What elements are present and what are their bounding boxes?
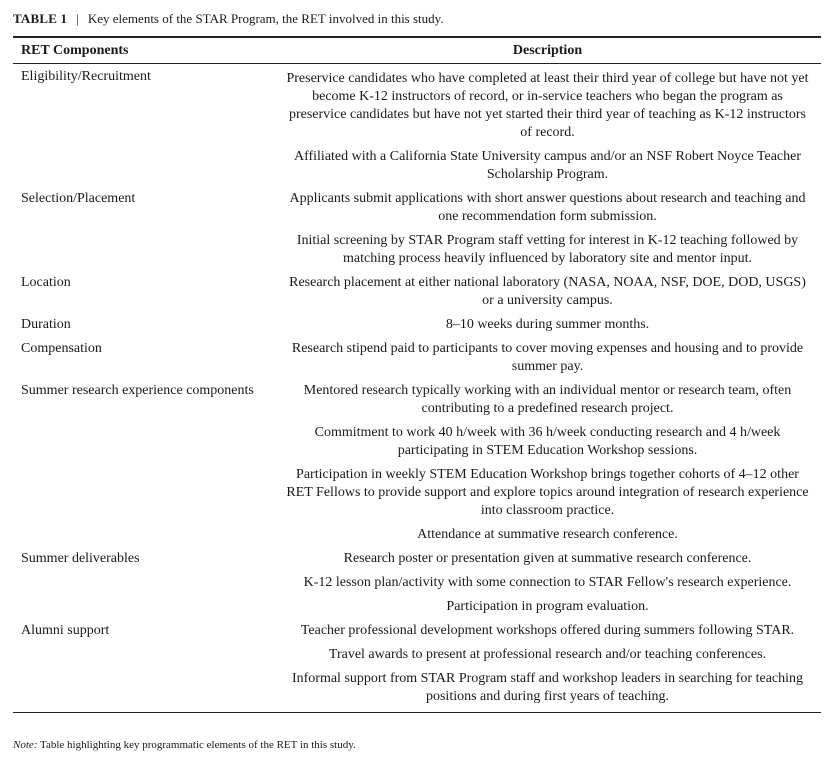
description-item: 8–10 weeks during summer months. [445,317,650,332]
description-cell [274,314,821,338]
component-cell: Selection/Placement [21,191,136,206]
header-description: Description [274,37,821,64]
component-cell: Summer deliverables [21,551,140,566]
table-number: TABLE 1 [13,11,68,26]
description-item: Attendance at summative research conference. [417,527,678,542]
description-item: Research stipend paid to participants to cover moving expenses and housing and to provide summer pay. [291,341,804,374]
note-text: Table highlighting key programmatic elements of the RET in this study. [40,739,356,751]
component-cell: Compensation [21,341,102,356]
description-item: Applicants submit applications with short answer questions about research and teaching and one recommendation form submission. [289,191,806,224]
component-cell: Eligibility/Recruitment [21,69,151,84]
description-cell [274,620,821,713]
description-item: Participation in program evaluation. [446,599,649,614]
description-cell [274,272,821,314]
description-item: Research placement at either national laboratory (NASA, NOAA, NSF, DOE, DOD, USGS) or a university campus. [289,275,806,308]
table-caption [13,11,444,27]
table-row [13,338,821,380]
description-cell [274,548,821,620]
description-item: Initial screening by STAR Program staff vetting for interest in K-12 teaching followed by matching process heavily influenced by laboratory site and mentor input. [296,233,799,266]
component-cell: Alumni support [13,620,274,713]
description-item: Travel awards to present at professional research and/or teaching conferences. [328,647,767,662]
description-cell [274,188,821,272]
description-item: Teacher professional development workshops offered during summers following STAR. [300,623,795,638]
description-item: Research poster or presentation given at summative research conference. [343,551,752,566]
component-cell: Summer research experience components [21,383,254,398]
table-row [13,272,821,314]
description-cell [274,64,821,189]
table-row [13,64,821,189]
header-components: RET Components [13,37,274,64]
caption-separator: | [76,11,79,26]
table-row [13,314,821,338]
description-item: Commitment to work 40 h/week with 36 h/week conducting research and 4 h/week participating in STEM Education Workshop sessions. [314,425,781,458]
description-item: Informal support from STAR Program staff and workshop leaders in searching for teaching positions and during first years of teaching. [291,671,804,704]
table-row [13,548,821,620]
table-row [13,620,821,713]
note-label: Note: [13,739,38,751]
header-row [13,37,821,64]
description-item: Mentored research typically working with an individual mentor or research team, often contributing to a predefined research project. [303,383,792,416]
description-item: Participation in weekly STEM Education Workshop brings together cohorts of 4–12 other RET Fellows to provide support and explore topics around integration of research experience into classroom practice. [286,467,809,518]
description-cell [274,380,821,548]
component-cell: Duration [21,317,71,332]
table-row [13,380,821,548]
description-item: Preservice candidates who have completed at least their third year of college but have not yet become K-12 instructors of record, or in-service teachers who began the program as preservice candidates but have not yet started their third year of teaching as K-12 instructors of record. [286,71,809,140]
data-table [13,36,821,713]
description-item: Affiliated with a California State University campus and/or an NSF Robert Noyce Teacher Scholarship Program. [293,149,802,182]
caption-text: Key elements of the STAR Program, the RET involved in this study. [87,11,444,26]
component-cell: Location [21,275,71,290]
table-note [13,738,356,752]
description-item: K-12 lesson plan/activity with some connection to STAR Fellow's research experience. [303,575,792,590]
table-row [13,188,821,272]
description-cell [274,338,821,380]
